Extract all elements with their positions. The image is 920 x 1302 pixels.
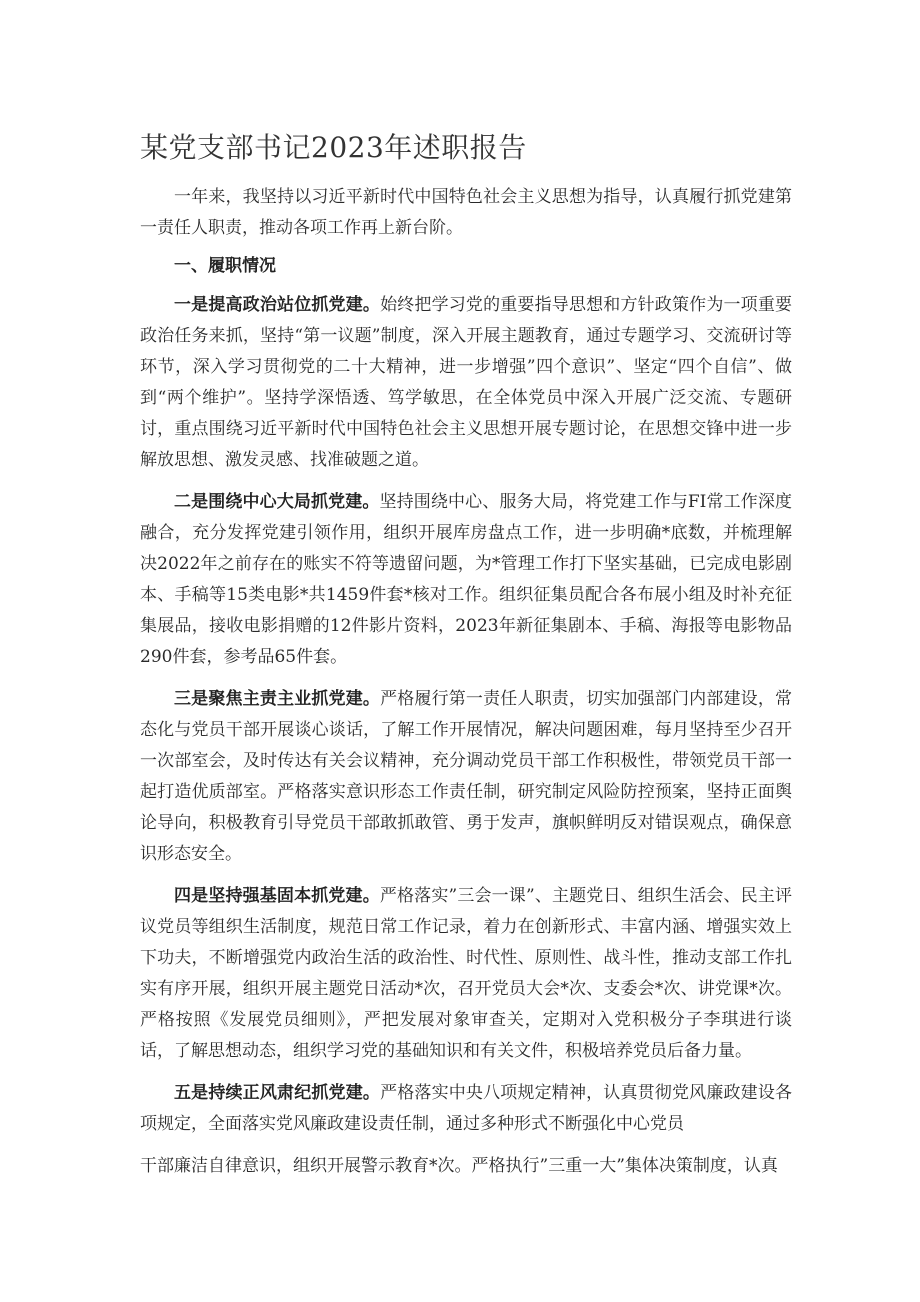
paragraph-lead: 五是持续正风肃纪抓党建。 — [174, 1083, 381, 1103]
paragraph-item-5 — [140, 1078, 792, 1140]
paragraph-lead: 二是围绕中心大局抓党建。 — [174, 492, 380, 512]
paragraph-text: 严格履行第一责任人职责，切实加强部门内部建设，常态化与党员干部开展谈心谈话，了解工作开展情况，解决问题困难，每月坚持至少召开一次部室会，及时传达有关会议精神，充分调动党员干部工作积极性，带领党员干部一起打造优质部室。严格落实意识形态工作责任制，研究制定风险防控预案，坚持正面舆论导向，积极教育引导党员干部敢抓敢管、勇于发声，旗帜鲜明反对错误观点，确保意识形态安全。 — [140, 689, 793, 864]
continuation-paragraph: 干部廉洁自律意识，组织开展警示教育*次。严格执行”三重一大”集体决策制度，认真 — [140, 1156, 778, 1176]
paragraph-item-2 — [140, 487, 792, 673]
paragraph-item-4 — [140, 881, 792, 1067]
intro-paragraph: 一年来，我坚持以习近平新时代中国特色社会主义思想为指导，认真履行抓党建第一责任人职责，推动各项工作再上新台阶。 — [140, 187, 792, 238]
section-heading-performance: 一、履职情况 — [174, 256, 276, 276]
document-title: 某党支部书记2023年述职报告 — [140, 131, 527, 164]
document-body — [140, 182, 792, 1182]
paragraph-lead: 一是提高政治站位抓党建。 — [174, 295, 381, 315]
paragraph-item-3 — [140, 684, 792, 870]
paragraph-item-1 — [140, 290, 792, 476]
paragraph-text: 始终把学习党的重要指导思想和方针政策作为一项重要政治任务来抓，坚持“第一议题”制度，深入开展主题教育，通过专题学习、交流研讨等环节，深入学习贯彻党的二十大精神，进一步增强”四个意识”、坚定“四个自信”、做到“两个维护”。坚持学深悟透、笃学敏思，在全体党员中深入开展广泛交流、专题研讨，重点围绕习近平新时代中国特色社会主义思想开展专题讨论，在思想交锋中进一步解放思想、激发灵感、找准破题之道。 — [140, 295, 793, 470]
paragraph-lead: 三是聚焦主责主业抓党建。 — [174, 689, 381, 709]
paragraph-lead: 四是坚持强基固本抓党建。 — [174, 886, 380, 906]
paragraph-text: 严格落实中央八项规定精神，认真贯彻党风廉政建设各项规定，全面落实党风廉政建设责任制，通过多种形式不断强化中心党员 — [140, 1083, 793, 1134]
paragraph-text: 严格落实”三会一课”、主题党日、组织生活会、民主评议党员等组织生活制度，规范日常工作记录，着力在创新形式、丰富内涵、增强实效上下功夫，不断增强党内政治生活的政治性、时代性、原则性、战斗性，推动支部工作扎实有序开展，组织开展主题党日活动*次，召开党员大会*次、支委会*次、讲党课*次。严格按照《发展党员细则》，严把发展对象审查关，定期对入党积极分子李琪进行谈话，了解思想动态，组织学习党的基础知识和有关文件，积极培养党员后备力量。 — [140, 886, 792, 1061]
paragraph-text: 坚持围绕中心、服务大局，将党建工作与FI常工作深度融合，充分发挥党建引领作用，组织开展库房盘点工作，进一步明确*底数，并梳理解决2022年之前存在的账实不符等遗留问题，为*管理工作打下坚实基础，已完成电影剧本、手稿等15类电影*共1459件套*核对工作。组织征集员配合各布展小组及时补充征集展品，接收电影捐赠的12件影片资料，2023年新征集剧本、手稿、海报等电影物品290件套，参考品65件套。 — [140, 492, 793, 667]
